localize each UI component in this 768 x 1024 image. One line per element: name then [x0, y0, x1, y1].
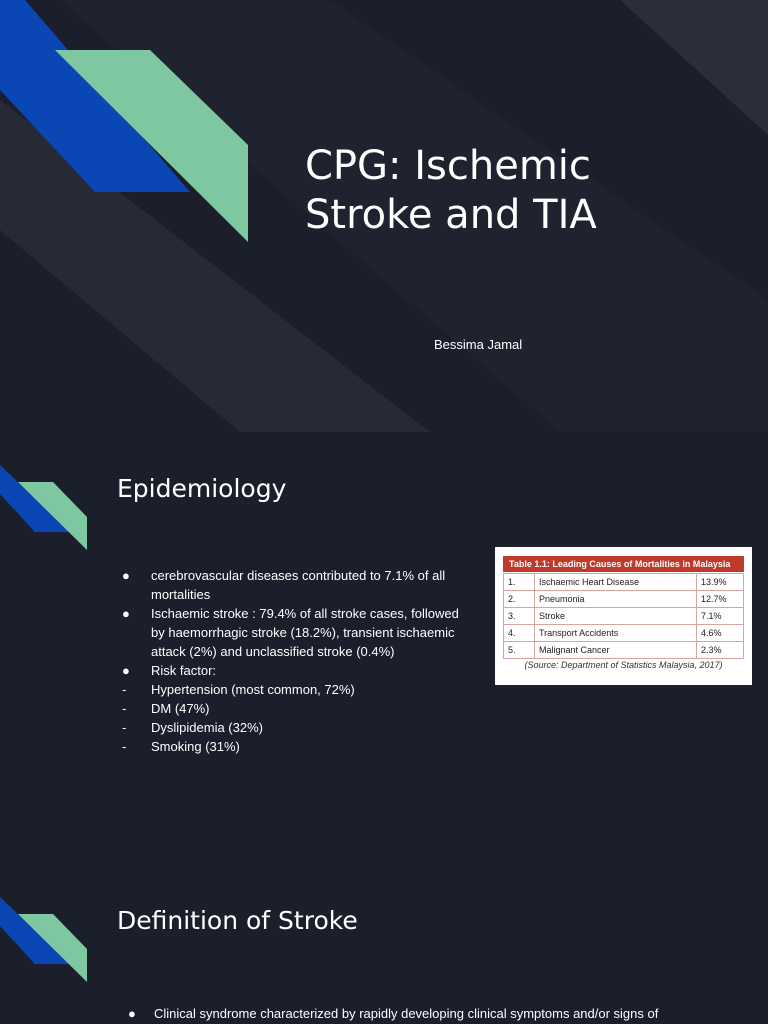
- title-line-2: Stroke and TIA: [305, 192, 597, 238]
- list-item: [122, 604, 467, 661]
- slide-heading: Epidemiology: [117, 474, 287, 503]
- table-cell: 1.: [504, 574, 535, 591]
- title-slide: [0, 0, 768, 432]
- dash-marker: -: [122, 701, 127, 716]
- bullet-marker: ●: [128, 1006, 136, 1021]
- mortality-table: [503, 573, 744, 659]
- dash-marker: -: [122, 720, 127, 735]
- table-row: [504, 591, 744, 608]
- presentation-title: [305, 142, 725, 240]
- table-row: [504, 625, 744, 642]
- mortality-table-image: [495, 547, 752, 685]
- list-item: [122, 566, 467, 604]
- table-row: [504, 642, 744, 659]
- table-row: [504, 574, 744, 591]
- table-cell: 4.6%: [697, 625, 744, 642]
- definition-slide-decoration: [0, 864, 120, 994]
- bullet-text: DM (47%): [151, 701, 210, 716]
- slide-heading: Definition of Stroke: [117, 906, 358, 935]
- bullet-marker: ●: [122, 663, 130, 678]
- bullet-marker: ●: [122, 606, 130, 621]
- table-cell: Transport Accidents: [535, 625, 697, 642]
- bullet-text: Hypertension (most common, 72%): [151, 682, 355, 697]
- table-cell: 13.9%: [697, 574, 744, 591]
- table-source: (Source: Department of Statistics Malaysia, 2017): [524, 660, 723, 670]
- bullet-text: Dyslipidemia (32%): [151, 720, 263, 735]
- list-item: [128, 1004, 748, 1023]
- bullet-text: cerebrovascular diseases contributed to 7.1% of all mortalities: [151, 568, 446, 602]
- title-line-1: CPG: Ischemic: [305, 143, 591, 189]
- bullet-text: Smoking (31%): [151, 739, 240, 754]
- table-cell: 12.7%: [697, 591, 744, 608]
- definition-slide: [0, 864, 768, 1024]
- table-cell: Malignant Cancer: [535, 642, 697, 659]
- table-cell: Ischaemic Heart Disease: [535, 574, 697, 591]
- author-name: Bessima Jamal: [434, 337, 523, 352]
- bullet-text: Ischaemic stroke : 79.4% of all stroke cases, followed by haemorrhagic stroke (18.2%), transient ischaemic attack (2%) and unclassified stroke (0.4%): [151, 606, 459, 659]
- table-cell: 5.: [504, 642, 535, 659]
- epidemiology-slide-decoration: [0, 432, 120, 562]
- list-item: [122, 737, 467, 756]
- bullet-text: Clinical syndrome characterized by rapidly developing clinical symptoms and/or signs of: [154, 1006, 659, 1021]
- table-cell: 3.: [504, 608, 535, 625]
- table-cell: 2.: [504, 591, 535, 608]
- table-cell: 2.3%: [697, 642, 744, 659]
- list-item: [122, 718, 467, 737]
- dash-marker: -: [122, 682, 127, 697]
- table-title: Table 1.1: Leading Causes of Mortalities in Malaysia: [503, 556, 744, 572]
- list-item: [122, 699, 467, 718]
- list-item: [122, 661, 467, 680]
- bullet-marker: ●: [122, 568, 130, 583]
- table-cell: Stroke: [535, 608, 697, 625]
- bullet-text: Risk factor:: [151, 663, 217, 678]
- table-cell: 4.: [504, 625, 535, 642]
- table-row: [504, 608, 744, 625]
- list-item: [122, 680, 467, 699]
- dash-marker: -: [122, 739, 127, 754]
- bullet-list: [122, 566, 467, 756]
- table-cell: 7.1%: [697, 608, 744, 625]
- table-cell: Pneumonia: [535, 591, 697, 608]
- epidemiology-slide: [0, 432, 768, 864]
